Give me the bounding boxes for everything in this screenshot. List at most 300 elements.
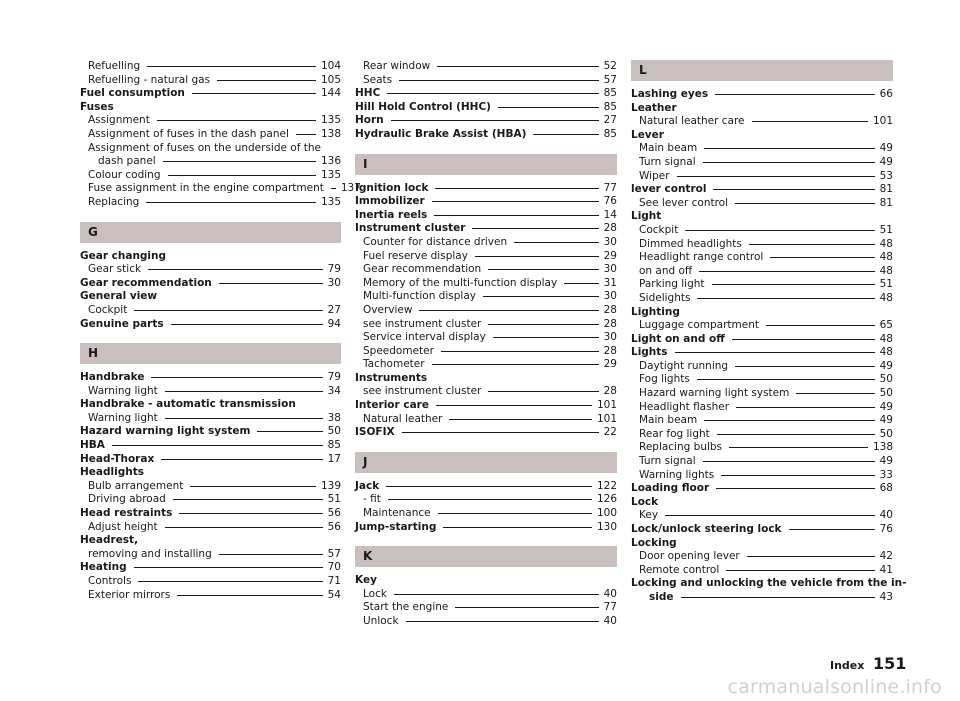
entry-term: Tachometer — [363, 358, 425, 371]
entry-term: Cockpit — [639, 223, 679, 236]
entry-page-number: 81 — [879, 183, 893, 196]
entry-term: Warning light — [88, 384, 158, 397]
entry-page-number: 33 — [879, 468, 893, 481]
entry-term: Speedometer — [363, 344, 434, 357]
entry-term: Key — [355, 574, 377, 587]
leader-line — [675, 352, 875, 353]
entry-term: Headlights — [80, 466, 144, 479]
entry-term: Adjust height — [88, 520, 158, 533]
entry-page-number: 56 — [327, 507, 341, 520]
leader-line — [704, 420, 874, 421]
leader-line — [488, 269, 598, 270]
index-entry — [631, 156, 893, 170]
entry-page-number: 41 — [879, 563, 893, 576]
leader-line — [437, 66, 598, 67]
entry-page-number: 51 — [879, 278, 893, 291]
index-entry — [80, 412, 341, 426]
entry-term: Sidelights — [639, 291, 691, 304]
entry-page-number: 65 — [879, 319, 893, 332]
letter-section-header: K — [355, 546, 617, 567]
entry-term: Fuses — [80, 100, 114, 113]
index-entry — [80, 385, 341, 399]
entry-term: Gear recommendation — [80, 276, 212, 289]
entry-term: Hazard warning light system — [639, 387, 790, 400]
entry-term: Immobilizer — [355, 195, 425, 208]
leader-line — [735, 366, 875, 367]
index-entry — [355, 318, 617, 332]
leader-line — [735, 203, 875, 204]
leader-line — [436, 405, 592, 406]
leader-line — [171, 324, 323, 325]
entry-page-number: 137 — [340, 182, 361, 195]
leader-line — [475, 256, 599, 257]
entry-page-number: 30 — [327, 276, 341, 289]
index-entry — [80, 548, 341, 562]
leader-line — [219, 554, 323, 555]
index-heading — [631, 129, 893, 143]
index-heading — [631, 537, 893, 551]
index-entry — [631, 265, 893, 279]
leader-line — [703, 162, 875, 163]
index-entry — [80, 304, 341, 318]
index-entry — [631, 88, 893, 102]
entry-term: Replacing — [88, 195, 140, 208]
entry-term: Controls — [88, 575, 132, 587]
leader-line — [192, 93, 316, 94]
entry-page-number: 31 — [603, 276, 617, 289]
leader-line — [697, 379, 875, 380]
entry-page-number: 28 — [603, 303, 617, 316]
entry-page-number: 50 — [879, 387, 893, 400]
index-entry — [355, 277, 617, 291]
entry-page-number: 40 — [603, 587, 617, 600]
entry-term: General view — [80, 290, 158, 303]
index-heading — [631, 577, 907, 591]
entry-page-number: 14 — [603, 208, 617, 221]
entry-term: Lashing eyes — [631, 88, 709, 100]
leader-line — [217, 80, 316, 81]
entry-page-number: 70 — [327, 561, 341, 574]
entry-page-number: 79 — [327, 371, 341, 384]
entry-term: Assignment of fuses on the underside of the — [88, 141, 321, 154]
entry-term: Instruments — [355, 371, 428, 384]
leader-line — [681, 597, 875, 598]
index-entry — [355, 222, 617, 236]
leader-line — [435, 188, 598, 189]
entry-page-number: 68 — [879, 482, 893, 495]
leader-line — [498, 107, 599, 108]
entry-term: Lights — [631, 346, 668, 359]
index-entry — [80, 74, 341, 88]
entry-term: Parking light — [639, 278, 705, 291]
entry-term: Headrest, — [80, 534, 139, 547]
index-entry — [80, 480, 341, 494]
entry-page-number: 105 — [320, 73, 341, 86]
leader-line — [796, 393, 874, 394]
entry-page-number: 30 — [603, 331, 617, 344]
index-entry — [631, 482, 893, 496]
entry-term: Dimmed headlights — [639, 237, 742, 250]
entry-page-number: 49 — [879, 359, 893, 372]
entry-term: Assignment of fuses in the dash panel — [88, 127, 289, 140]
entry-term: Fuel reserve display — [363, 249, 468, 262]
entry-page-number: 101 — [596, 412, 617, 425]
index-entry — [631, 183, 893, 197]
entry-term: Fuse assignment in the engine compartment — [88, 182, 324, 195]
entry-page-number: 126 — [596, 493, 617, 506]
index-entry — [631, 142, 893, 156]
index-entry — [80, 169, 341, 183]
entry-page-number: 85 — [603, 100, 617, 113]
entry-term: HBA — [80, 439, 105, 452]
entry-term: Rear window — [363, 60, 431, 72]
entry-page-number: 28 — [603, 317, 617, 330]
entry-page-number: 52 — [603, 60, 617, 72]
letter-section-header: L — [631, 60, 893, 81]
entry-term: Key — [639, 509, 659, 522]
leader-line — [165, 391, 323, 392]
entry-term: Loading floor — [631, 482, 710, 495]
index-entry — [631, 414, 893, 428]
leader-line — [713, 189, 874, 190]
index-entry — [631, 428, 893, 442]
entry-term: Lock — [363, 587, 387, 600]
entry-term: Unlock — [363, 615, 399, 627]
entry-term: Daytight running — [639, 359, 729, 372]
index-entry — [631, 387, 893, 401]
index-entry — [355, 601, 617, 615]
leader-line — [717, 434, 875, 435]
leader-line — [789, 529, 875, 530]
entry-page-number: 48 — [879, 291, 893, 304]
entry-term: Seats — [363, 73, 393, 86]
entry-page-number: 138 — [320, 127, 341, 140]
entry-term: side — [649, 590, 674, 603]
leader-line — [483, 296, 599, 297]
index-entry — [631, 238, 893, 252]
entry-page-number: 34 — [327, 384, 341, 397]
leader-line — [402, 432, 599, 433]
entry-page-number: 28 — [603, 385, 617, 398]
index-heading — [80, 101, 341, 115]
leader-line — [697, 298, 874, 299]
entry-page-number: 29 — [603, 358, 617, 371]
entry-page-number: 48 — [879, 346, 893, 359]
entry-page-number: 30 — [603, 290, 617, 303]
leader-line — [157, 120, 316, 121]
leader-line — [703, 461, 875, 462]
leader-line — [493, 337, 599, 338]
leader-line — [732, 339, 875, 340]
index-entry — [80, 318, 341, 332]
entry-term: Refuelling - natural gas — [88, 73, 211, 86]
index-entry — [631, 197, 893, 211]
entry-page-number: 77 — [603, 601, 617, 614]
footer-section-label: Index — [830, 659, 865, 672]
entry-page-number: 38 — [327, 411, 341, 424]
entry-page-number: 94 — [327, 317, 341, 330]
watermark-text: carmanualsonline.info — [727, 676, 942, 698]
leader-line — [704, 148, 874, 149]
entry-page-number: 135 — [320, 168, 341, 181]
leader-line — [219, 283, 323, 284]
entry-term: Light — [631, 210, 662, 223]
leader-line — [488, 324, 598, 325]
entry-page-number: 71 — [327, 575, 341, 587]
entry-page-number: 49 — [879, 400, 893, 413]
index-heading — [631, 102, 893, 116]
entry-term: Main beam — [639, 142, 698, 155]
leader-line — [257, 431, 322, 432]
entry-term: Leather — [631, 101, 677, 114]
entry-page-number: 85 — [603, 127, 617, 140]
entry-term: See lever control — [639, 196, 729, 209]
entry-term: Warning lights — [639, 468, 715, 481]
leader-line — [564, 283, 598, 284]
index-entry — [80, 114, 341, 128]
index-entry — [355, 521, 617, 535]
index-entry — [80, 87, 341, 101]
entry-term: Ignition lock — [355, 181, 429, 194]
leader-line — [419, 310, 598, 311]
index-entry — [355, 290, 617, 304]
index-entry — [355, 236, 617, 250]
letter-section-header: G — [80, 222, 341, 243]
index-entry — [355, 87, 617, 101]
entry-page-number: 56 — [327, 520, 341, 533]
letter-section-header: H — [80, 343, 341, 364]
entry-page-number: 48 — [879, 332, 893, 345]
index-heading — [80, 466, 341, 480]
entry-term: see instrument cluster — [363, 317, 482, 330]
entry-term: Headlight range control — [639, 251, 764, 264]
entry-term: Light on and off — [631, 332, 725, 345]
leader-line — [766, 325, 875, 326]
entry-term: Head restraints — [80, 507, 173, 520]
entry-page-number: 57 — [603, 73, 617, 86]
entry-term: Jack — [355, 479, 380, 492]
entry-term: Colour coding — [88, 168, 161, 181]
entry-page-number: 30 — [603, 235, 617, 248]
index-entry — [631, 509, 893, 523]
index-entry — [355, 250, 617, 264]
entry-term: Interior care — [355, 399, 429, 412]
leader-line — [163, 161, 316, 162]
entry-term: Lighting — [631, 305, 680, 318]
leader-line — [173, 499, 323, 500]
entry-term: Warning light — [88, 411, 158, 424]
index-entry — [631, 591, 893, 605]
leader-line — [399, 80, 598, 81]
entry-page-number: 66 — [879, 88, 893, 100]
index-entry — [631, 333, 893, 347]
index-column-2 — [355, 60, 617, 629]
entry-term: Counter for distance driven — [363, 235, 508, 248]
footer-page-number: 151 — [873, 654, 907, 673]
entry-term: Hydraulic Brake Assist (HBA) — [355, 127, 527, 140]
entry-page-number: 30 — [603, 263, 617, 276]
entry-page-number: 49 — [879, 414, 893, 427]
entry-page-number: 136 — [320, 155, 341, 168]
index-entry — [80, 575, 341, 589]
index-entry — [631, 346, 893, 360]
index-heading — [355, 372, 617, 386]
leader-line — [177, 595, 322, 596]
entry-page-number: 77 — [603, 181, 617, 194]
entry-page-number: 49 — [879, 455, 893, 468]
entry-page-number: 27 — [603, 114, 617, 127]
entry-term: Refuelling — [88, 60, 141, 72]
index-entry — [80, 453, 341, 467]
index-entry — [631, 170, 893, 184]
index-entry — [355, 182, 617, 196]
leader-line — [168, 175, 316, 176]
index-entry — [80, 561, 341, 575]
index-entry — [355, 399, 617, 413]
entry-term: Fog lights — [639, 373, 690, 386]
entry-page-number: 104 — [320, 60, 341, 72]
index-entry — [355, 74, 617, 88]
entry-page-number: 28 — [603, 222, 617, 235]
index-entry — [355, 263, 617, 277]
entry-page-number: 53 — [879, 169, 893, 182]
letter-section-header: I — [355, 154, 617, 175]
entry-term: Head-Thorax — [80, 452, 155, 465]
entry-term: Hill Hold Control (HHC) — [355, 100, 491, 113]
entry-term: lever control — [631, 183, 707, 196]
entry-page-number: 50 — [879, 373, 893, 386]
entry-term: Turn signal — [639, 155, 696, 168]
index-entry — [355, 101, 617, 115]
entry-term: HHC — [355, 87, 381, 100]
leader-line — [112, 445, 323, 446]
index-entry — [355, 114, 617, 128]
index-entry — [355, 480, 617, 494]
index-entry — [80, 182, 361, 196]
index-entry — [355, 304, 617, 318]
entry-term: Locking and unlocking the vehicle from the in- — [631, 577, 907, 590]
index-entry — [631, 278, 893, 292]
entry-term: Overview — [363, 303, 413, 316]
entry-term: Locking — [631, 536, 677, 549]
entry-page-number: 138 — [872, 441, 893, 454]
leader-line — [146, 202, 316, 203]
entry-term: Gear recommendation — [363, 263, 482, 276]
leader-line — [179, 513, 322, 514]
leader-line — [716, 488, 874, 489]
entry-page-number: 79 — [327, 263, 341, 276]
entry-term: Door opening lever — [639, 550, 740, 563]
leader-line — [138, 581, 322, 582]
entry-term: Wiper — [639, 169, 670, 182]
entry-page-number: 135 — [320, 114, 341, 127]
index-entry — [355, 615, 617, 629]
index-entry — [631, 550, 893, 564]
entry-term: Hazard warning light system — [80, 425, 251, 438]
entry-term: Heating — [80, 561, 127, 574]
index-entry — [355, 385, 617, 399]
leader-line — [147, 66, 316, 67]
leader-line — [749, 244, 875, 245]
index-entry — [631, 441, 893, 455]
entry-page-number: 51 — [327, 493, 341, 506]
entry-term: Memory of the multi-function display — [363, 276, 558, 289]
entry-page-number: 48 — [879, 264, 893, 277]
entry-term: Jump-starting — [355, 520, 437, 533]
index-entry — [631, 523, 893, 537]
index-entry — [80, 425, 341, 439]
index-entry — [631, 251, 893, 265]
entry-term: Natural leather — [363, 412, 443, 425]
entry-term: Rear fog light — [639, 427, 710, 440]
entry-term: Bulb arrangement — [88, 479, 184, 492]
index-entry — [631, 401, 893, 415]
entry-term: - fit — [363, 493, 381, 506]
leader-line — [165, 527, 323, 528]
entry-term: Lock/unlock steering lock — [631, 523, 782, 535]
leader-line — [434, 215, 598, 216]
leader-line — [677, 176, 875, 177]
index-entry — [80, 589, 341, 603]
entry-term: dash panel — [98, 155, 156, 168]
entry-page-number: 51 — [879, 223, 893, 236]
entry-page-number: 43 — [879, 590, 893, 603]
index-heading — [80, 290, 341, 304]
entry-page-number: 40 — [879, 509, 893, 522]
entry-page-number: 42 — [879, 550, 893, 563]
index-entry — [355, 331, 617, 345]
entry-page-number: 22 — [603, 426, 617, 439]
leader-line — [387, 93, 598, 94]
index-entry — [355, 128, 617, 142]
index-entry — [631, 373, 893, 387]
entry-page-number: 50 — [879, 427, 893, 440]
leader-line — [449, 419, 592, 420]
index-entry — [80, 277, 341, 291]
entry-page-number: 101 — [872, 115, 893, 128]
index-heading — [80, 142, 341, 156]
leader-line — [685, 230, 874, 231]
index-entry — [80, 439, 341, 453]
entry-page-number: 76 — [603, 195, 617, 208]
leader-line — [441, 351, 599, 352]
entry-page-number: 85 — [327, 439, 341, 452]
entry-page-number: 81 — [879, 196, 893, 209]
leader-line — [134, 310, 322, 311]
entry-term: Lever — [631, 128, 664, 141]
entry-page-number: 27 — [327, 303, 341, 316]
leader-line — [455, 607, 598, 608]
entry-term: Horn — [355, 114, 384, 127]
leader-line — [514, 242, 598, 243]
entry-term: Assignment — [88, 114, 150, 127]
index-column-3 — [631, 60, 907, 605]
entry-page-number: 28 — [603, 344, 617, 357]
entry-term: removing and installing — [88, 547, 212, 560]
index-entry — [80, 371, 341, 385]
index-entry — [355, 493, 617, 507]
index-entry — [631, 469, 893, 483]
index-entry — [631, 224, 893, 238]
index-entry — [631, 360, 893, 374]
index-heading — [80, 534, 341, 548]
entry-page-number: 48 — [879, 251, 893, 264]
index-entry — [355, 358, 617, 372]
entry-term: Remote control — [639, 563, 720, 576]
index-entry — [355, 507, 617, 521]
leader-line — [391, 120, 599, 121]
entry-term: on and off — [639, 264, 693, 277]
